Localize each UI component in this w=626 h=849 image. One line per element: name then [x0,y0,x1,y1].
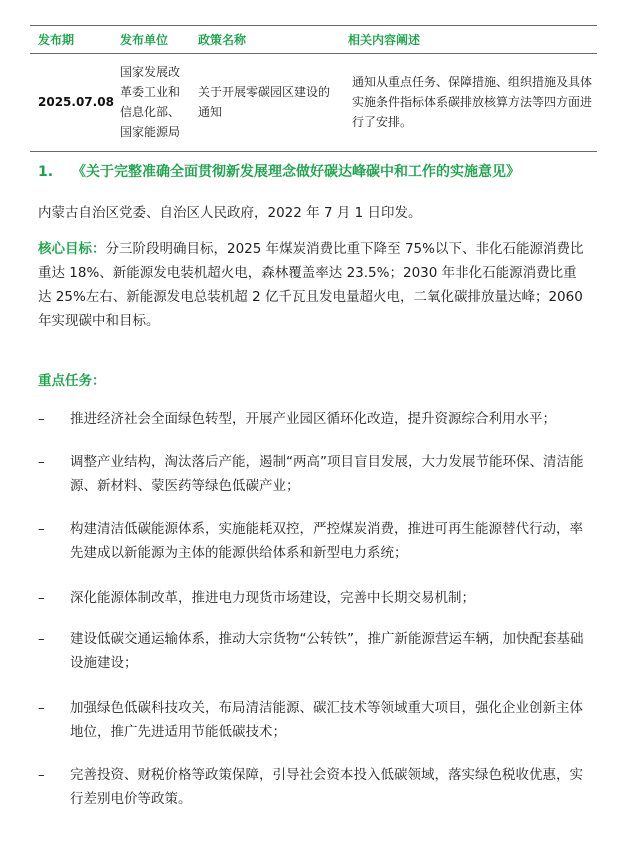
cell-desc: 通知从重点任务、保障措施、组织措施及具体实施条件指标体系碳排放核算方法等四方面进行了安排。 [340,54,597,152]
table-header-row [30,26,597,54]
policy-table [30,25,597,152]
bullet-dash: – [38,590,45,606]
core-goal-paragraph [38,237,590,333]
list-item-text: 建设低碳交通运输体系，推动大宗货物“公转铁”，推广新能源营运车辆，加快配套基础设施建设； [70,631,584,671]
cell-name: 关于开展零碳园区建设的通知 [190,54,340,152]
list-item [38,450,594,498]
list-item [38,586,594,610]
bullet-dash: – [38,767,45,783]
core-goal-text: 分三阶段明确目标，2025 年煤炭消费比重下降至 75%以下、非化石能源消费比重达 18%、新能源发电装机超火电，森林覆盖率达 23.5%；2030 年非化石能源消费比重达 25%左右、新能源发电总装机超 2 亿千瓦且发电量超火电，二氧化碳排放量达峰；2060 年实现碳中和目标。 [38,241,584,329]
list-item [38,407,594,431]
section-number: 1. [38,164,54,180]
list-item [38,517,594,565]
header-unit: 发布单位 [112,26,190,54]
list-item [38,763,594,811]
section-title-text: 《关于完整准确全面贯彻新发展理念做好碳达峰碳中和工作的实施意见》 [72,164,520,180]
list-item [38,696,594,744]
cell-date: 2025.07.08 [30,54,112,152]
header-desc: 相关内容阐述 [340,26,597,54]
bullet-dash: – [38,411,45,427]
bullet-dash: – [38,521,45,537]
list-item-text: 推进经济社会全面绿色转型，开展产业园区循环化改造，提升资源综合利用水平； [70,411,556,427]
core-goal-label: 核心目标： [38,241,106,257]
header-date: 发布期 [30,26,112,54]
bullet-dash: – [38,631,45,647]
list-item-text: 加强绿色低碳科技攻关，布局清洁能源、碳汇技术等领域重大项目，强化企业创新主体地位，推广先进适用节能低碳技术； [70,700,583,740]
bullet-dash: – [38,454,45,470]
bullet-dash: – [38,700,45,716]
section-title [38,162,520,182]
issuer-line: 内蒙古自治区党委、自治区人民政府，2022 年 7 月 1 日印发。 [38,205,422,221]
list-item-text: 调整产业结构，淘汰落后产能，遏制“两高”项目盲目发展，大力发展节能环保、清洁能源、新材料、蒙医药等绿色低碳产业； [70,454,584,494]
list-item [38,627,594,675]
list-item-text: 完善投资、财税价格等政策保障，引导社会资本投入低碳领域，落实绿色税收优惠，实行差别电价等政策。 [70,767,583,807]
list-item-text: 深化能源体制改革，推进电力现货市场建设，完善中长期交易机制； [70,590,475,606]
header-name: 政策名称 [190,26,340,54]
cell-unit: 国家发展改革委工业和信息化部、国家能源局 [112,54,190,152]
list-item-text: 构建清洁低碳能源体系，实施能耗双控，严控煤炭消费，推进可再生能源替代行动，率先建成以新能源为主体的能源供给体系和新型电力系统； [70,521,583,561]
key-tasks-label: 重点任务： [38,373,106,389]
table-row [30,54,597,152]
